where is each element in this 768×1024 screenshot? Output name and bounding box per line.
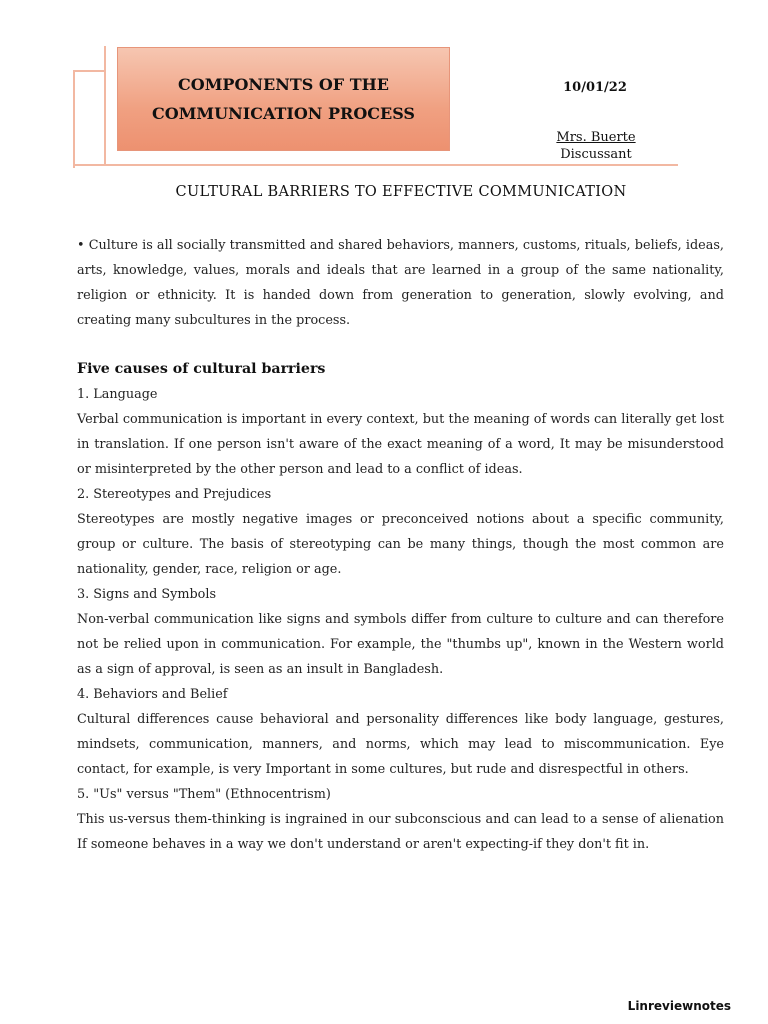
cause-text: Stereotypes are mostly negative images or preconceived notions about a specific community, group or culture. The basis of stereotyping can be many things, though the most common are nationality, gender, race, religion or age. <box>77 512 724 577</box>
cause-text: Non-verbal communication like signs and symbols differ from culture to culture and can therefore not be relied upon in communication. For example, the "thumbs up", known in the Western world as a sign of approval, is seen as an insult in Bangladesh. <box>77 612 724 677</box>
cause-text: Cultural differences cause behavioral and personality differences like body language, gestures, mindsets, communication, manners, and norms, which may lead to miscommunication. Eye contact, for example, is very Important in some cultures, but rude and disrespectful in others. <box>77 712 724 777</box>
date: 10/01/22 <box>563 80 627 95</box>
cause-title: 3. Signs and Symbols <box>77 587 217 602</box>
cause-title: 5. "Us" versus "Them" (Ethnocentrism) <box>77 787 331 802</box>
document-body <box>77 233 724 857</box>
intro-paragraph: • Culture is all socially transmitted and shared behaviors, manners, customs, rituals, beliefs, ideas, arts, knowledge, values, morals and ideals that are learned in a group of the same nationality, religion or ethnicity. It is handed down from generation to generation, slowly evolving, and creating many subcultures in the process. <box>77 238 724 328</box>
causes-heading: Five causes of cultural barriers <box>77 361 326 377</box>
header-frame-line-inner <box>104 46 106 164</box>
cause-title: 4. Behaviors and Belief <box>77 687 228 702</box>
header-frame-line-left <box>73 70 75 168</box>
footer-watermark: Linreviewnotes <box>627 999 731 1013</box>
title-box <box>117 47 450 151</box>
header-frame-line-bottom <box>73 164 678 166</box>
cause-text: This us-versus them-thinking is ingrained in our subconscious and can lead to a sense of alienation If someone behaves in a way we don't understand or aren't expecting-if they don't fit in. <box>77 812 724 852</box>
presenter-block <box>548 129 644 163</box>
cause-title: 1. Language <box>77 387 158 402</box>
title-line-1: COMPONENTS OF THE <box>178 75 389 94</box>
header-frame-line-top <box>73 70 105 72</box>
section-title: CULTURAL BARRIERS TO EFFECTIVE COMMUNICATION <box>175 184 627 200</box>
presenter-name: Mrs. Buerte <box>556 130 636 145</box>
presenter-role: Discussant <box>560 147 632 162</box>
title-line-2: COMMUNICATION PROCESS <box>152 104 415 123</box>
cause-title: 2. Stereotypes and Prejudices <box>77 487 272 502</box>
cause-text: Verbal communication is important in every context, but the meaning of words can literally get lost in translation. If one person isn't aware of the exact meaning of a word, It may be misunderstood or misinterpreted by the other person and lead to a conflict of ideas. <box>77 412 724 477</box>
